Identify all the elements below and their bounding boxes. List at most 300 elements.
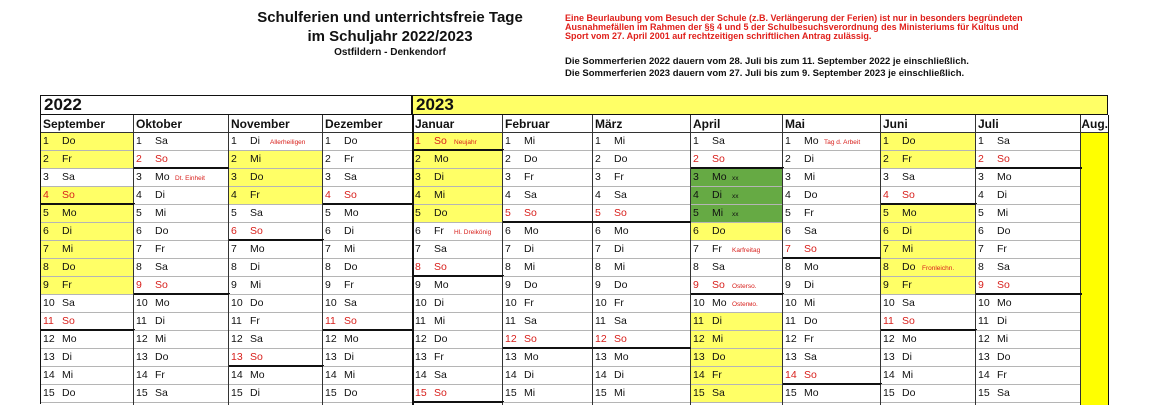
weekday: Di xyxy=(712,189,722,201)
day-cell xyxy=(881,241,975,259)
weekday: Mi xyxy=(344,369,356,381)
day-cell xyxy=(413,223,502,241)
day-cell xyxy=(783,385,880,403)
weekday: Di xyxy=(902,351,912,363)
day-number: 12 xyxy=(415,333,427,345)
day-number: 7 xyxy=(43,243,49,255)
weekday: Fr xyxy=(250,189,260,201)
day-cell xyxy=(41,169,133,187)
day-number: 7 xyxy=(883,243,889,255)
weekday: So xyxy=(804,243,817,255)
day-number: 7 xyxy=(693,243,699,255)
day-number: 13 xyxy=(595,351,607,363)
weekday: Mi xyxy=(804,297,816,309)
day-number: 5 xyxy=(978,207,984,219)
day-number: 12 xyxy=(595,333,607,345)
day-number: 9 xyxy=(43,279,49,291)
day-cell xyxy=(881,133,975,151)
day-cell xyxy=(41,313,133,331)
day-cell xyxy=(413,277,502,295)
weekday: Do xyxy=(155,351,169,363)
month-name: Februar xyxy=(503,115,592,133)
weekday: Mi xyxy=(155,207,167,219)
day-number: 4 xyxy=(595,189,601,201)
day-cell xyxy=(413,385,502,403)
day-cell xyxy=(783,133,880,151)
day-number: 13 xyxy=(325,351,337,363)
day-number: 12 xyxy=(505,333,517,345)
weekday: Fr xyxy=(524,297,534,309)
day-number: 5 xyxy=(325,207,331,219)
day-number: 12 xyxy=(136,333,148,345)
day-cell xyxy=(323,313,412,331)
day-number: 4 xyxy=(505,189,511,201)
weekday: Fr xyxy=(902,153,912,165)
location-label: Ostfildern - Denkendorf xyxy=(334,47,446,58)
day-cell xyxy=(783,349,880,367)
day-cell xyxy=(503,241,592,259)
day-number: 4 xyxy=(136,189,142,201)
day-cell xyxy=(41,367,133,385)
year-2023-header: 2023 xyxy=(412,95,1108,114)
day-cell xyxy=(976,295,1080,313)
month-name: Aug. xyxy=(1081,117,1108,131)
day-number: 7 xyxy=(978,243,984,255)
day-cell xyxy=(691,241,782,259)
day-number: 3 xyxy=(415,171,421,183)
day-number: 2 xyxy=(595,153,601,165)
day-cell xyxy=(976,133,1080,151)
day-cell xyxy=(881,331,975,349)
day-number: 15 xyxy=(43,387,55,399)
day-cell xyxy=(593,151,690,169)
weekday: Mi xyxy=(614,387,626,399)
day-number: 5 xyxy=(505,207,511,219)
day-number: 10 xyxy=(785,297,797,309)
weekday: Sa xyxy=(524,315,537,327)
day-cell xyxy=(503,169,592,187)
day-number: 1 xyxy=(43,135,49,147)
weekday: Sa xyxy=(997,261,1010,273)
weekday: Sa xyxy=(804,351,817,363)
day-number: 11 xyxy=(883,315,894,327)
day-number: 13 xyxy=(415,351,427,363)
day-cell xyxy=(783,241,880,259)
year-separator xyxy=(412,115,414,405)
weekday: Mi xyxy=(902,243,914,255)
day-cell xyxy=(976,205,1080,223)
day-number: 1 xyxy=(883,135,889,147)
day-number: 4 xyxy=(978,189,984,201)
weekday: Sa xyxy=(434,243,447,255)
day-cell xyxy=(783,367,880,385)
day-number: 3 xyxy=(693,171,699,183)
title-line-2: im Schuljahr 2022/2023 xyxy=(307,28,473,45)
day-cell xyxy=(593,259,690,277)
weekday: Mi xyxy=(804,171,816,183)
day-number: 3 xyxy=(595,171,601,183)
day-number: 10 xyxy=(325,297,337,309)
day-number: 2 xyxy=(505,153,511,165)
day-number: 4 xyxy=(883,189,889,201)
weekday: Fr xyxy=(524,171,534,183)
day-cell xyxy=(783,331,880,349)
day-cell xyxy=(593,241,690,259)
weekday: Do xyxy=(344,387,358,399)
weekday: Di xyxy=(344,225,354,237)
day-number: 6 xyxy=(505,225,511,237)
day-cell xyxy=(691,367,782,385)
day-number: 4 xyxy=(693,189,699,201)
day-number: 5 xyxy=(883,207,889,219)
weekday: Sa xyxy=(804,225,817,237)
summer-2022-info: Die Sommerferien 2022 dauern vom 28. Juli bis zum 11. September 2022 je einschließlich. xyxy=(565,56,969,67)
weekday: Mi xyxy=(62,243,74,255)
day-cell xyxy=(413,133,502,151)
day-number: 2 xyxy=(43,153,49,165)
day-number: 5 xyxy=(693,207,699,219)
weekday: Do xyxy=(250,297,264,309)
day-cell xyxy=(503,205,592,223)
weekday: Do xyxy=(344,261,358,273)
day-number: 13 xyxy=(136,351,148,363)
day-cell xyxy=(41,241,133,259)
day-number: 9 xyxy=(325,279,331,291)
weekday: Sa xyxy=(155,135,168,147)
day-cell xyxy=(593,367,690,385)
weekday: Do xyxy=(614,153,628,165)
day-cell xyxy=(323,151,412,169)
month-column xyxy=(783,115,881,405)
weekday: Mo xyxy=(614,351,629,363)
day-cell xyxy=(413,187,502,205)
weekday: So xyxy=(434,387,447,399)
weekday: Mo xyxy=(804,387,819,399)
day-number: 10 xyxy=(595,297,607,309)
weekday: So xyxy=(712,279,725,291)
weekday: Sa xyxy=(712,135,725,147)
weekday: Mo xyxy=(434,153,449,165)
day-cell xyxy=(691,133,782,151)
weekday: Fr xyxy=(155,369,165,381)
day-cell xyxy=(323,169,412,187)
day-number: 8 xyxy=(978,261,984,273)
day-cell xyxy=(323,133,412,151)
weekday: Sa xyxy=(155,387,168,399)
day-cell xyxy=(229,169,322,187)
day-number: 2 xyxy=(231,153,237,165)
day-cell xyxy=(41,331,133,349)
month-name: Oktober xyxy=(134,115,228,133)
weekday: Mo xyxy=(62,207,77,219)
weekday: Di xyxy=(804,279,814,291)
month-name: Januar xyxy=(413,115,502,133)
day-cell xyxy=(976,367,1080,385)
weekday: Mo xyxy=(997,171,1012,183)
weekday: So xyxy=(155,279,168,291)
holiday-note: Ostersо. xyxy=(732,283,757,290)
day-cell xyxy=(593,133,690,151)
day-cell xyxy=(134,313,228,331)
day-number: 14 xyxy=(693,369,705,381)
day-number: 15 xyxy=(693,387,705,399)
day-number: 14 xyxy=(785,369,797,381)
weekday: Mi xyxy=(997,207,1009,219)
weekday: Sa xyxy=(344,171,357,183)
day-cell xyxy=(134,331,228,349)
day-number: 14 xyxy=(978,369,990,381)
day-cell xyxy=(691,223,782,241)
month-name: November xyxy=(229,115,322,133)
weekday: Sa xyxy=(155,261,168,273)
day-cell xyxy=(976,187,1080,205)
day-number: 4 xyxy=(415,189,421,201)
day-number: 13 xyxy=(43,351,55,363)
weekday: Sa xyxy=(344,297,357,309)
weekday: Sa xyxy=(434,369,447,381)
day-cell xyxy=(976,385,1080,403)
day-cell xyxy=(503,367,592,385)
day-cell xyxy=(134,187,228,205)
day-cell xyxy=(691,331,782,349)
weekday: Do xyxy=(804,315,818,327)
day-cell xyxy=(134,151,228,169)
weekday: Do xyxy=(434,333,448,345)
weekday: Do xyxy=(902,261,916,273)
day-number: 11 xyxy=(231,315,242,327)
weekday: Do xyxy=(614,279,628,291)
day-cell xyxy=(134,385,228,403)
day-number: 10 xyxy=(43,297,55,309)
title-line-1: Schulferien und unterrichtsfreie Tage xyxy=(257,9,523,26)
weekday: Mo xyxy=(344,207,359,219)
day-number: 11 xyxy=(43,315,54,327)
day-cell xyxy=(593,187,690,205)
day-number: 4 xyxy=(43,189,49,201)
month-name: Juni xyxy=(881,115,975,133)
day-cell xyxy=(134,169,228,187)
holiday-note: xx xyxy=(732,175,739,182)
day-number: 2 xyxy=(136,153,142,165)
weekday: So xyxy=(902,315,915,327)
weekday: Mo xyxy=(62,333,77,345)
day-number: 10 xyxy=(505,297,517,309)
day-cell xyxy=(881,367,975,385)
holiday-note: Fronleichn. xyxy=(922,265,955,272)
weekday: So xyxy=(614,333,627,345)
day-cell xyxy=(134,241,228,259)
holiday-note: Dt. Einheit xyxy=(175,175,205,182)
month-name: Juli xyxy=(976,115,1080,133)
day-cell xyxy=(976,313,1080,331)
day-cell xyxy=(976,223,1080,241)
day-number: 6 xyxy=(883,225,889,237)
weekday: Do xyxy=(997,225,1011,237)
day-cell xyxy=(881,385,975,403)
day-cell xyxy=(881,223,975,241)
day-number: 9 xyxy=(415,279,421,291)
day-number: 15 xyxy=(883,387,895,399)
day-cell xyxy=(229,313,322,331)
weekday: So xyxy=(997,153,1010,165)
day-number: 10 xyxy=(231,297,243,309)
weekday: Fr xyxy=(62,153,72,165)
day-cell xyxy=(881,169,975,187)
day-number: 14 xyxy=(415,369,427,381)
weekday: Mo xyxy=(344,333,359,345)
day-cell xyxy=(229,385,322,403)
day-number: 7 xyxy=(415,243,421,255)
weekday: Mi xyxy=(902,369,914,381)
day-number: 12 xyxy=(325,333,337,345)
weekday: Mi xyxy=(62,369,74,381)
day-number: 3 xyxy=(883,171,889,183)
day-number: 11 xyxy=(325,315,336,327)
weekday: Do xyxy=(902,135,916,147)
day-number: 5 xyxy=(136,207,142,219)
weekday: So xyxy=(902,189,915,201)
weekday: Di xyxy=(250,135,260,147)
day-number: 10 xyxy=(136,297,148,309)
day-cell xyxy=(229,331,322,349)
weekday: Mi xyxy=(712,333,724,345)
day-number: 4 xyxy=(231,189,237,201)
day-cell xyxy=(229,151,322,169)
day-number: 15 xyxy=(595,387,607,399)
holiday-note: xx xyxy=(732,193,739,200)
day-number: 11 xyxy=(693,315,704,327)
day-cell xyxy=(503,187,592,205)
day-number: 9 xyxy=(136,279,142,291)
day-number: 8 xyxy=(785,261,791,273)
day-cell xyxy=(41,151,133,169)
day-cell xyxy=(503,295,592,313)
holiday-note: Osterмo. xyxy=(732,301,758,308)
day-number: 1 xyxy=(505,135,511,147)
day-cell xyxy=(134,367,228,385)
day-number: 9 xyxy=(883,279,889,291)
weekday: Fr xyxy=(250,315,260,327)
day-number: 12 xyxy=(693,333,705,345)
weekday: So xyxy=(62,189,75,201)
weekday: Fr xyxy=(434,351,444,363)
weekday: So xyxy=(804,369,817,381)
weekday: Do xyxy=(62,261,76,273)
weekday: Fr xyxy=(902,279,912,291)
day-cell xyxy=(41,223,133,241)
day-cell xyxy=(229,259,322,277)
month-column xyxy=(134,115,229,405)
weekday: Sa xyxy=(997,387,1010,399)
weekday: Mo xyxy=(524,351,539,363)
month-name: Dezember xyxy=(323,115,412,133)
day-number: 9 xyxy=(595,279,601,291)
day-number: 8 xyxy=(325,261,331,273)
month-name: April xyxy=(691,115,782,133)
weekday: Sa xyxy=(524,189,537,201)
weekday: Do xyxy=(524,279,538,291)
day-cell xyxy=(323,259,412,277)
month-column xyxy=(41,115,134,405)
weekday: Sa xyxy=(62,171,75,183)
weekday: Mi xyxy=(524,135,536,147)
month-name: September xyxy=(41,115,133,133)
day-number: 8 xyxy=(883,261,889,273)
day-number: 8 xyxy=(505,261,511,273)
day-cell xyxy=(881,295,975,313)
day-number: 11 xyxy=(505,315,516,327)
day-cell xyxy=(503,313,592,331)
day-number: 5 xyxy=(415,207,421,219)
day-cell xyxy=(691,259,782,277)
day-cell xyxy=(134,223,228,241)
weekday: Mo xyxy=(804,261,819,273)
day-number: 5 xyxy=(595,207,601,219)
day-cell xyxy=(323,223,412,241)
day-number: 2 xyxy=(978,153,984,165)
day-number: 2 xyxy=(693,153,699,165)
day-cell xyxy=(229,241,322,259)
day-number: 6 xyxy=(785,225,791,237)
day-number: 13 xyxy=(978,351,990,363)
weekday: Sa xyxy=(712,387,725,399)
weekday: Mi xyxy=(434,315,446,327)
weekday: Di xyxy=(614,243,624,255)
weekday: Sa xyxy=(902,171,915,183)
day-number: 3 xyxy=(505,171,511,183)
weekday: Do xyxy=(250,171,264,183)
weekday: Do xyxy=(62,135,76,147)
day-number: 5 xyxy=(785,207,791,219)
weekday: So xyxy=(434,135,447,147)
weekday: Di xyxy=(344,351,354,363)
day-cell xyxy=(783,295,880,313)
weekday: Mo xyxy=(250,369,265,381)
page-title xyxy=(210,8,570,46)
summer-2023-info: Die Sommerferien 2023 dauern vom 27. Juli bis zum 9. September 2023 je einschließlich. xyxy=(565,68,965,79)
day-number: 1 xyxy=(231,135,237,147)
weekday: Di xyxy=(62,351,72,363)
day-cell xyxy=(503,349,592,367)
holiday-note: Hl. Dreikönig xyxy=(454,229,492,236)
day-number: 2 xyxy=(325,153,331,165)
day-number: 11 xyxy=(978,315,989,327)
weekday: Mi xyxy=(250,153,262,165)
weekday: Di xyxy=(997,315,1007,327)
year-2022-header: 2022 xyxy=(40,95,412,114)
month-column xyxy=(413,115,503,405)
day-cell xyxy=(323,367,412,385)
day-cell xyxy=(413,205,502,223)
day-number: 1 xyxy=(978,135,984,147)
day-number: 15 xyxy=(505,387,517,399)
day-cell xyxy=(783,313,880,331)
day-number: 8 xyxy=(595,261,601,273)
day-cell xyxy=(783,259,880,277)
day-cell xyxy=(503,385,592,403)
weekday: Mi xyxy=(155,333,167,345)
day-number: 14 xyxy=(595,369,607,381)
weekday: Fr xyxy=(804,207,814,219)
weekday: So xyxy=(250,351,263,363)
weekday: Mo xyxy=(155,297,170,309)
day-number: 7 xyxy=(136,243,142,255)
weekday: Mo xyxy=(524,225,539,237)
weekday: So xyxy=(712,153,725,165)
day-cell xyxy=(323,331,412,349)
weekday: Mo xyxy=(712,171,727,183)
weekday: Mi xyxy=(250,279,262,291)
